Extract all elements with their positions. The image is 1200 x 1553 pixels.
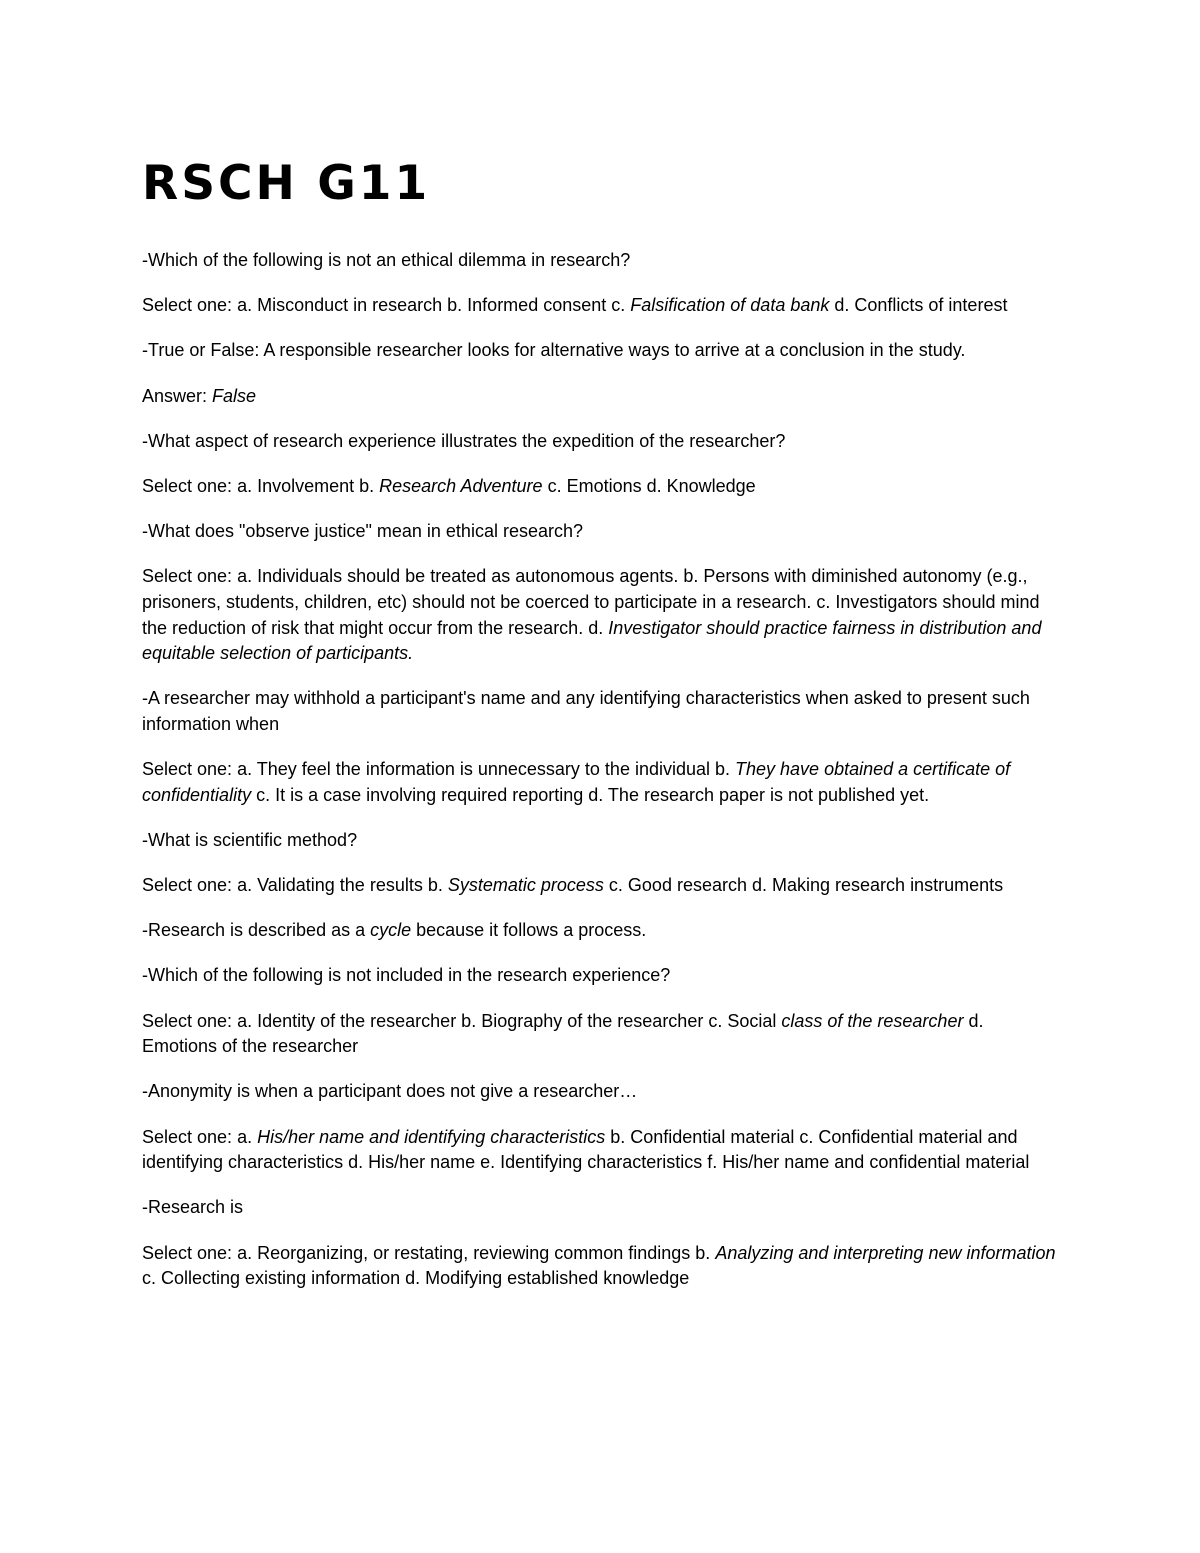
paragraph-10 [142,757,1062,808]
text-segment: -What does "observe justice" mean in ethical research? [142,521,583,542]
paragraph-14 [142,963,1062,989]
text-segment: -A researcher may withhold a participant's name and any identifying characteristics when asked to present such information when [142,688,1030,734]
text-segment: c. Emotions d. Knowledge [542,475,756,496]
paragraph-16 [142,1079,1062,1105]
paragraph-6 [142,474,1062,500]
paragraph-3 [142,338,1062,364]
text-segment: -Research is [142,1197,244,1218]
answer-highlight: Investigator should practice fairness in distribution and equitable selection of participants. [142,617,1042,664]
paragraph-2 [142,293,1062,319]
text-segment: c. Good research d. Making research instruments [603,875,1004,896]
answer-highlight: Systematic process [447,875,604,896]
text-segment: Select one: a. Involvement b. [142,475,380,496]
paragraph-5 [142,429,1062,455]
text-segment: Select one: a. Reorganizing, or restating, reviewing common findings b. [142,1242,716,1263]
text-segment: because it follows a process. [411,920,647,941]
paragraph-15 [142,1009,1062,1060]
text-segment: c. It is a case involving required reporting d. The research paper is not published yet. [251,784,930,805]
text-segment: -What is scientific method? [142,829,358,850]
answer-highlight: Research Adventure [379,475,543,496]
document-body [142,158,1062,1311]
text-segment: -Research is described as a [142,920,371,941]
paragraph-4 [142,384,1062,410]
paragraph-18 [142,1195,1062,1221]
text-segment: -What aspect of research experience illustrates the expedition of the researcher? [142,430,786,451]
text-segment: d. Conflicts of interest [829,295,1008,316]
answer-highlight: class of the researcher [781,1010,964,1031]
text-segment: b. Confidential material c. Confidential material and identifying characteristics d. His/her name e. Identifying characteristics f. His/her name and confidential material [142,1126,1030,1173]
document-title: RSCH G11 [142,156,431,211]
paragraph-19 [142,1241,1062,1292]
text-segment: Select one: a. Misconduct in research b. Informed consent c. [142,295,631,316]
answer-highlight: cycle [370,920,412,941]
text-segment: -True or False: A responsible researcher looks for alternative ways to arrive at a conclusion in the study. [142,340,966,361]
paragraph-12 [142,873,1062,899]
text-segment: Select one: a. Identity of the researcher b. Biography of the researcher c. Social [142,1010,782,1031]
paragraph-8 [142,564,1062,666]
paragraph-17 [142,1125,1062,1176]
answer-highlight: They have obtained a certificate of confidentiality [142,759,1011,805]
text-segment: -Anonymity is when a participant does not give a researcher… [142,1081,638,1102]
question-list [142,248,1062,1292]
paragraph-7 [142,519,1062,545]
text-segment: Select one: a. [142,1126,258,1147]
answer-highlight: Analyzing and interpreting new information [715,1242,1056,1263]
text-segment: Answer: [142,385,213,406]
text-segment: -Which of the following is not included in the research experience? [142,965,671,986]
paragraph-11 [142,828,1062,854]
answer-highlight: Falsification of data bank [630,295,830,316]
text-segment: Select one: a. They feel the information is unnecessary to the individual b. [142,759,736,780]
answer-highlight: His/her name and identifying characteristics [257,1126,606,1147]
paragraph-13 [142,918,1062,944]
text-segment: c. Collecting existing information d. Modifying established knowledge [142,1268,690,1289]
text-segment: Select one: a. Validating the results b. [142,875,448,896]
paragraph-9 [142,686,1062,737]
text-segment: -Which of the following is not an ethical dilemma in research? [142,250,631,270]
text-segment: Select one: a. Individuals should be treated as autonomous agents. b. Persons with diminished autonomy (e.g., prisoners, students, children, etc) should not be coerced to participate in a research. c. Investigators should mind the reduction of risk that might occur from the research. d. [142,566,1040,638]
paragraph-1 [142,248,1062,274]
text-segment: d. Emotions of the researcher [142,1010,984,1057]
answer-highlight: False [212,385,257,406]
